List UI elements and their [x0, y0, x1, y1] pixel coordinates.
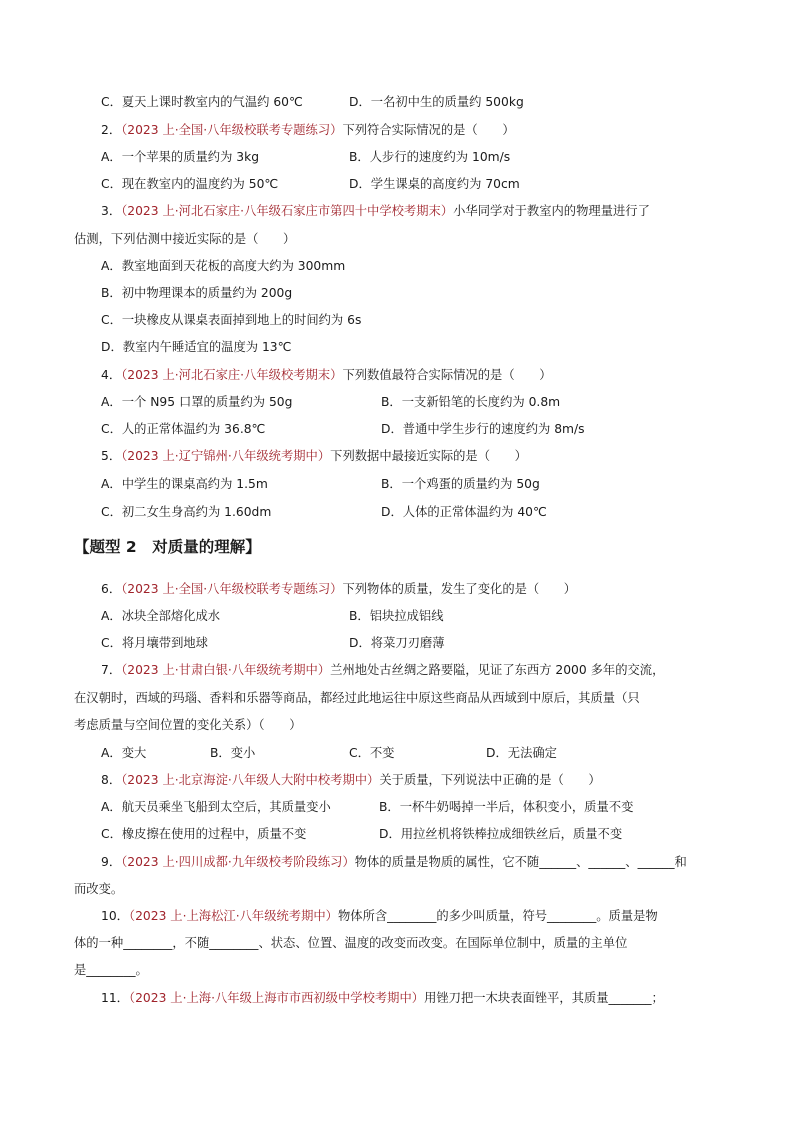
heading-bracket-close: 】: [245, 538, 261, 556]
question-3-stem: [101, 203, 650, 219]
question-source: （2023 上·全国·八年级校联考专题练习）: [121, 123, 343, 137]
question-number: 3．: [101, 204, 122, 218]
question-5-stem: [101, 448, 527, 464]
question-text: 物体所含________的多少叫质量，符号________。质量是物: [337, 909, 658, 923]
question-text: 下列符合实际情况的是（ ）: [342, 123, 515, 137]
q3-option-d: D．教室内午睡适宜的温度为 13℃: [101, 340, 292, 354]
q7-option-b: B．变小: [210, 746, 256, 760]
q5-option-c: C．初二女生身高约为 1.60dm: [101, 505, 272, 519]
heading-bracket-open: 【: [74, 538, 90, 556]
question-10-stem-cont-2: 是________。: [74, 963, 148, 977]
question-text: 兰州地处古丝绸之路要隘，见证了东西方 2000 多年的交流，: [330, 663, 665, 677]
question-11-stem: [101, 990, 664, 1006]
q7-option-d: D．无法确定: [486, 746, 557, 760]
question-text: 用锉刀把一木块表面锉平，其质量_______；: [424, 991, 664, 1005]
q1-option-c: C．夏天上课时教室内的气温约 60℃: [101, 95, 303, 109]
question-text: 关于质量，下列说法中正确的是（ ）: [379, 773, 601, 787]
question-6-stem: [101, 581, 576, 597]
question-7-stem-cont: 在汉朝时，西域的玛瑙、香料和乐器等商品，都经过此地运往中原这些商品从西域到中原后，其质量（只: [74, 691, 640, 705]
q3-option-b: B．初中物理课本的质量约为 200g: [101, 286, 293, 300]
q8-option-d: D．用拉丝机将铁棒拉成细铁丝后，质量不变: [379, 827, 623, 841]
q4-option-a: A．一个 N95 口罩的质量约为 50g: [101, 395, 293, 409]
question-7-stem-cont-2: 考虑质量与空间位置的变化关系）（ ）: [74, 718, 302, 732]
q8-option-a: A．航天员乘坐飞船到太空后，其质量变小: [101, 800, 331, 814]
question-10-stem-cont: 体的一种________，不随________、状态、位置、温度的改变而改变。在国际单位制中，质量的主单位: [74, 936, 628, 950]
q6-option-b: B．铝块拉成铝线: [349, 609, 444, 623]
q8-option-b: B．一杯牛奶喝掉一半后，体积变小，质量不变: [379, 800, 634, 814]
q2-option-c: C．现在教室内的温度约为 50℃: [101, 177, 279, 191]
q6-option-a: A．冰块全部熔化成水: [101, 609, 221, 623]
question-2-stem: [101, 122, 515, 138]
question-9-stem-cont: 而改变。: [74, 882, 124, 896]
question-source: （2023 上·辽宁锦州·八年级统考期中）: [121, 449, 331, 463]
question-number: 6．: [101, 582, 122, 596]
question-9-stem: [101, 854, 687, 870]
q7-option-a: A．变大: [101, 746, 147, 760]
q8-option-c: C．橡皮擦在使用的过程中，质量不变: [101, 827, 307, 841]
question-number: 7．: [101, 663, 122, 677]
q7-option-c: C．不变: [349, 746, 395, 760]
q4-option-c: C．人的正常体温约为 36.8℃: [101, 422, 266, 436]
question-7-stem: [101, 662, 664, 678]
q4-option-d: D．普通中学生步行的速度约为 8m/s: [381, 422, 585, 436]
q3-option-c: C．一块橡皮从课桌表面掉到地上的时间约为 6s: [101, 313, 362, 327]
question-number: 8．: [101, 773, 122, 787]
heading-label: 题型 2 对质量的理解: [89, 538, 246, 556]
q5-option-d: D．人体的正常体温约为 40℃: [381, 505, 547, 519]
q2-option-d: D．学生课桌的高度约为 70cm: [349, 177, 520, 191]
q5-option-b: B．一个鸡蛋的质量约为 50g: [381, 477, 540, 491]
question-3-stem-cont: 估测，下列估测中接近实际的是（ ）: [74, 232, 296, 246]
question-number: 9．: [101, 855, 122, 869]
q6-option-c: C．将月壤带到地球: [101, 636, 208, 650]
q3-option-a: A．教室地面到天花板的高度大约为 300mm: [101, 259, 346, 273]
question-number: 10．: [101, 909, 129, 923]
section-heading: [74, 535, 261, 557]
question-number: 11．: [101, 991, 129, 1005]
q2-option-b: B．人步行的速度约为 10m/s: [349, 150, 511, 164]
question-source: （2023 上·全国·八年级校联考专题练习）: [121, 582, 343, 596]
question-source: （2023 上·上海·八年级上海市市西初级中学校考期中）: [128, 991, 425, 1005]
question-text: 下列物体的质量，发生了变化的是（ ）: [342, 582, 577, 596]
q5-option-a: A．中学生的课桌高约为 1.5m: [101, 477, 268, 491]
question-number: 4．: [101, 368, 122, 382]
q1-option-d: D．一名初中生的质量约 500kg: [349, 95, 524, 109]
question-source: （2023 上·四川成都·九年级校考阶段练习）: [121, 855, 355, 869]
question-number: 5．: [101, 449, 122, 463]
question-text: 小华同学对于教室内的物理量进行了: [453, 204, 650, 218]
question-source: （2023 上·甘肃白银·八年级统考期中）: [121, 663, 331, 677]
question-number: 2．: [101, 123, 122, 137]
question-text: 物体的质量是物质的属性，它不随______、______、______和: [354, 855, 687, 869]
question-text: 下列数据中最接近实际的是（ ）: [330, 449, 527, 463]
question-10-stem: [101, 908, 658, 924]
question-source: （2023 上·河北石家庄·八年级校考期末）: [121, 368, 343, 382]
question-source: （2023 上·上海松江·八年级统考期中）: [128, 909, 338, 923]
question-source: （2023 上·北京海淀·八年级人大附中校考期中）: [121, 773, 380, 787]
question-text: 下列数值最符合实际情况的是（ ）: [342, 368, 552, 382]
q4-option-b: B．一支新铅笔的长度约为 0.8m: [381, 395, 561, 409]
question-4-stem: [101, 367, 552, 383]
question-source: （2023 上·河北石家庄·八年级石家庄市第四十中学校考期末）: [121, 204, 454, 218]
q6-option-d: D．将菜刀刃磨薄: [349, 636, 445, 650]
q2-option-a: A．一个苹果的质量约为 3kg: [101, 150, 260, 164]
question-8-stem: [101, 772, 601, 788]
